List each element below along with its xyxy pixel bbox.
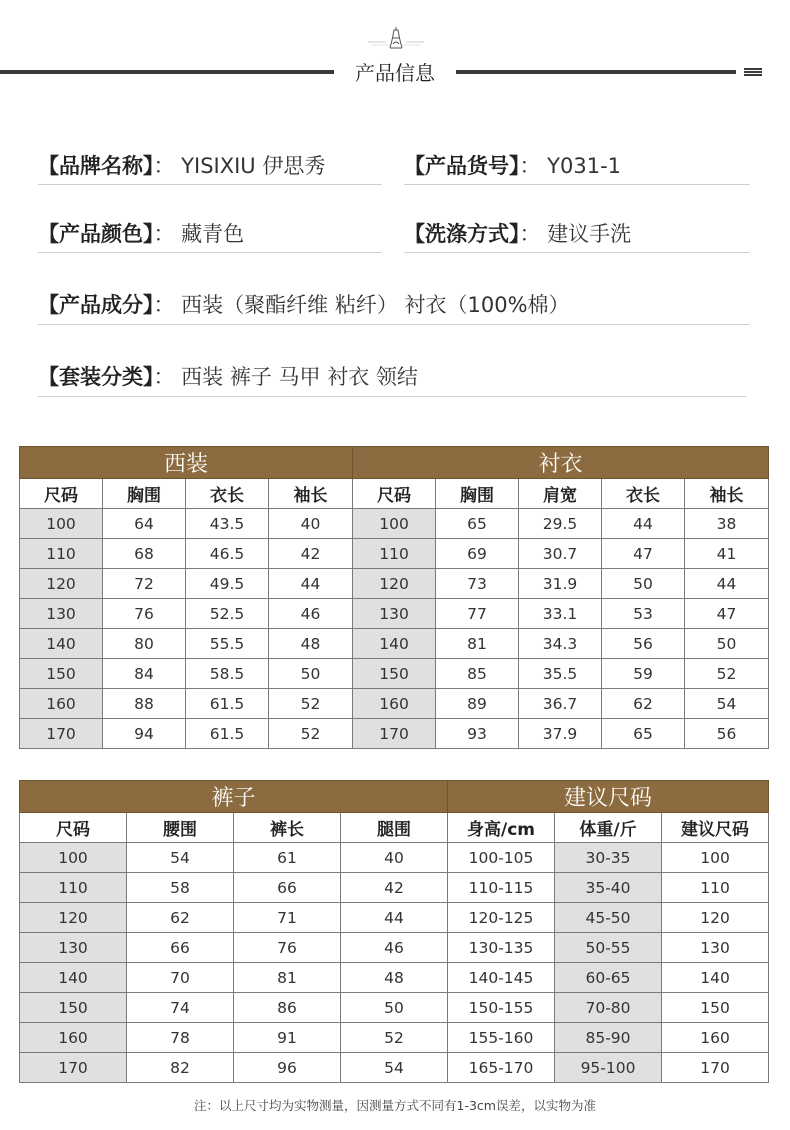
- table-cell: 170: [20, 719, 103, 749]
- table-cell: 36.7: [519, 689, 602, 719]
- table-cell: 35.5: [519, 659, 602, 689]
- table-row: [20, 933, 769, 963]
- table-cell: 46: [341, 933, 448, 963]
- table-cell: 65: [602, 719, 685, 749]
- info-material-key: 【产品成分】: [38, 293, 154, 317]
- table-cell: 71: [234, 903, 341, 933]
- table-cell: 56: [602, 629, 685, 659]
- table-row: [20, 873, 769, 903]
- column-header: 腿围: [341, 813, 448, 843]
- info-brand: [38, 150, 325, 180]
- column-header: 衣长: [186, 479, 269, 509]
- table-cell: 100: [20, 843, 127, 873]
- table-cell: 52: [269, 719, 353, 749]
- table-cell: 30-35: [555, 843, 662, 873]
- table-cell: 66: [234, 873, 341, 903]
- table-cell: 110: [20, 873, 127, 903]
- table-row: [20, 963, 769, 993]
- table-cell: 38: [685, 509, 769, 539]
- info-brand-key: 【品牌名称】: [38, 154, 154, 178]
- table-cell: 88: [103, 689, 186, 719]
- table-cell: 43.5: [186, 509, 269, 539]
- table-cell: 140: [20, 629, 103, 659]
- table-cell: 89: [436, 689, 519, 719]
- table-cell: 160: [20, 1023, 127, 1053]
- table-cell: 120: [353, 569, 436, 599]
- table-row: [20, 539, 769, 569]
- info-sku-value: ： Y031-1: [519, 154, 622, 178]
- column-header: 袖长: [685, 479, 769, 509]
- table-cell: 64: [103, 509, 186, 539]
- info-material: [38, 289, 570, 319]
- table-row: [20, 903, 769, 933]
- table-row: [20, 599, 769, 629]
- table-cell: 160: [662, 1023, 769, 1053]
- info-set-key: 【套装分类】: [38, 365, 154, 389]
- table-cell: 52: [685, 659, 769, 689]
- footnote: 注：以上尺寸均为实物测量，因测量方式不同有1-3cm误差，以实物为准: [194, 1098, 596, 1113]
- column-header: 袖长: [269, 479, 353, 509]
- table-cell: 76: [103, 599, 186, 629]
- table-cell: 60-65: [555, 963, 662, 993]
- column-header: 体重/斤: [555, 813, 662, 843]
- table-cell: 44: [602, 509, 685, 539]
- table-cell: 74: [127, 993, 234, 1023]
- table-cell: 170: [20, 1053, 127, 1083]
- info-color-value: ： 藏青色: [153, 222, 245, 246]
- table-cell: 65: [436, 509, 519, 539]
- table-cell: 85-90: [555, 1023, 662, 1053]
- table-cell: 44: [269, 569, 353, 599]
- table-cell: 91: [234, 1023, 341, 1053]
- table-cell: 54: [341, 1053, 448, 1083]
- table-cell: 33.1: [519, 599, 602, 629]
- info-material-value: ： 西装（聚酯纤维 粘纤） 衬衣（100%棉）: [153, 293, 570, 317]
- eiffel-tower-icon: [366, 26, 426, 50]
- table-cell: 130: [662, 933, 769, 963]
- page-title: 产品信息: [355, 61, 435, 85]
- table-cell: 31.9: [519, 569, 602, 599]
- table-cell: 100-105: [448, 843, 555, 873]
- table-cell: 40: [341, 843, 448, 873]
- table-cell: 150: [20, 659, 103, 689]
- table-cell: 78: [127, 1023, 234, 1053]
- table-cell: 44: [685, 569, 769, 599]
- table-cell: 37.9: [519, 719, 602, 749]
- info-underline: [38, 184, 382, 185]
- table-cell: 140: [662, 963, 769, 993]
- table-cell: 130-135: [448, 933, 555, 963]
- table-cell: 59: [602, 659, 685, 689]
- table-cell: 170: [662, 1053, 769, 1083]
- table-row: [20, 569, 769, 599]
- table-cell: 52: [341, 1023, 448, 1053]
- table-cell: 48: [269, 629, 353, 659]
- column-header: 腰围: [127, 813, 234, 843]
- table-cell: 61: [234, 843, 341, 873]
- table-cell: 165-170: [448, 1053, 555, 1083]
- table-row: [20, 509, 769, 539]
- table-cell: 61.5: [186, 689, 269, 719]
- table-cell: 62: [602, 689, 685, 719]
- info-brand-value: ： YISIXIU 伊思秀: [153, 154, 326, 178]
- table-cell: 120: [662, 903, 769, 933]
- table-cell: 100: [662, 843, 769, 873]
- column-header: 胸围: [103, 479, 186, 509]
- table-cell: 49.5: [186, 569, 269, 599]
- table-cell: 48: [341, 963, 448, 993]
- table-cell: 96: [234, 1053, 341, 1083]
- table-cell: 45-50: [555, 903, 662, 933]
- table-cell: 46: [269, 599, 353, 629]
- table-cell: 50: [269, 659, 353, 689]
- table-cell: 69: [436, 539, 519, 569]
- table-cell: 44: [341, 903, 448, 933]
- table-row: [20, 993, 769, 1023]
- table-cell: 95-100: [555, 1053, 662, 1083]
- table-cell: 110: [353, 539, 436, 569]
- table-cell: 50-55: [555, 933, 662, 963]
- info-color-key: 【产品颜色】: [38, 222, 154, 246]
- table-cell: 50: [341, 993, 448, 1023]
- info-washing: [404, 218, 631, 248]
- table-cell: 66: [127, 933, 234, 963]
- table-cell: 52: [269, 689, 353, 719]
- table-cell: 110-115: [448, 873, 555, 903]
- table-cell: 80: [103, 629, 186, 659]
- table-row: [20, 659, 769, 689]
- table-cell: 76: [234, 933, 341, 963]
- table-cell: 73: [436, 569, 519, 599]
- table-cell: 155-160: [448, 1023, 555, 1053]
- size-table-pants-recommend: [19, 780, 769, 1083]
- table-cell: 58.5: [186, 659, 269, 689]
- column-header: 尺码: [20, 813, 127, 843]
- table-cell: 160: [20, 689, 103, 719]
- table-cell: 94: [103, 719, 186, 749]
- column-header: 胸围: [436, 479, 519, 509]
- table-cell: 81: [436, 629, 519, 659]
- table-cell: 150-155: [448, 993, 555, 1023]
- info-washing-key: 【洗涤方式】: [404, 222, 520, 246]
- table-cell: 85: [436, 659, 519, 689]
- table-cell: 84: [103, 659, 186, 689]
- header-stripes: [744, 68, 762, 77]
- table-row: [20, 689, 769, 719]
- table-cell: 58: [127, 873, 234, 903]
- table-cell: 29.5: [519, 509, 602, 539]
- table-cell: 93: [436, 719, 519, 749]
- table-cell: 140-145: [448, 963, 555, 993]
- info-set-value: ： 西装 裤子 马甲 衬衣 领结: [153, 365, 418, 389]
- table-row: [20, 719, 769, 749]
- table-cell: 70: [127, 963, 234, 993]
- table-row: [20, 629, 769, 659]
- table-cell: 56: [685, 719, 769, 749]
- table-cell: 140: [20, 963, 127, 993]
- table-cell: 46.5: [186, 539, 269, 569]
- table-row: [20, 843, 769, 873]
- table-cell: 72: [103, 569, 186, 599]
- table-row: [20, 1053, 769, 1083]
- info-set: [38, 361, 418, 391]
- table-cell: 52.5: [186, 599, 269, 629]
- table-cell: 55.5: [186, 629, 269, 659]
- group-pants: 裤子: [20, 781, 448, 813]
- size-table-suit-shirt: [19, 446, 769, 749]
- header-rule-right: [456, 70, 736, 74]
- table-cell: 35-40: [555, 873, 662, 903]
- table-cell: 42: [269, 539, 353, 569]
- table-cell: 61.5: [186, 719, 269, 749]
- table-cell: 140: [353, 629, 436, 659]
- info-color: [38, 218, 244, 248]
- table-cell: 50: [685, 629, 769, 659]
- table-cell: 41: [685, 539, 769, 569]
- column-header: 裤长: [234, 813, 341, 843]
- header-rule-left: [0, 70, 334, 74]
- table-cell: 150: [20, 993, 127, 1023]
- table-cell: 40: [269, 509, 353, 539]
- table-cell: 47: [602, 539, 685, 569]
- table-cell: 42: [341, 873, 448, 903]
- info-washing-value: ： 建议手洗: [519, 222, 632, 246]
- table-cell: 54: [127, 843, 234, 873]
- column-header: 身高/cm: [448, 813, 555, 843]
- table-cell: 34.3: [519, 629, 602, 659]
- table-cell: 30.7: [519, 539, 602, 569]
- table-row: [20, 1023, 769, 1053]
- table-cell: 170: [353, 719, 436, 749]
- info-underline: [38, 396, 746, 397]
- table-cell: 130: [20, 599, 103, 629]
- table-cell: 150: [353, 659, 436, 689]
- column-header: 建议尺码: [662, 813, 769, 843]
- table-cell: 130: [20, 933, 127, 963]
- info-underline: [404, 252, 750, 253]
- table-cell: 110: [662, 873, 769, 903]
- group-recommend: 建议尺码: [448, 781, 769, 813]
- group-suit: 西装: [20, 447, 353, 479]
- column-header: 肩宽: [519, 479, 602, 509]
- info-underline: [38, 252, 382, 253]
- table-cell: 53: [602, 599, 685, 629]
- column-header: 衣长: [602, 479, 685, 509]
- table-cell: 130: [353, 599, 436, 629]
- table-cell: 82: [127, 1053, 234, 1083]
- table-cell: 100: [20, 509, 103, 539]
- column-header: 尺码: [20, 479, 103, 509]
- table-cell: 110: [20, 539, 103, 569]
- table-cell: 50: [602, 569, 685, 599]
- table-cell: 77: [436, 599, 519, 629]
- table-cell: 81: [234, 963, 341, 993]
- group-shirt: 衬衣: [353, 447, 769, 479]
- table-cell: 120: [20, 903, 127, 933]
- table-cell: 47: [685, 599, 769, 629]
- table-cell: 160: [353, 689, 436, 719]
- table-cell: 150: [662, 993, 769, 1023]
- info-sku: [404, 150, 621, 180]
- table-cell: 54: [685, 689, 769, 719]
- table-cell: 68: [103, 539, 186, 569]
- column-header: 尺码: [353, 479, 436, 509]
- table-cell: 62: [127, 903, 234, 933]
- table-cell: 120-125: [448, 903, 555, 933]
- info-underline: [404, 184, 750, 185]
- table-cell: 86: [234, 993, 341, 1023]
- table-cell: 70-80: [555, 993, 662, 1023]
- info-sku-key: 【产品货号】: [404, 154, 520, 178]
- table-cell: 100: [353, 509, 436, 539]
- table-cell: 120: [20, 569, 103, 599]
- info-underline: [38, 324, 750, 325]
